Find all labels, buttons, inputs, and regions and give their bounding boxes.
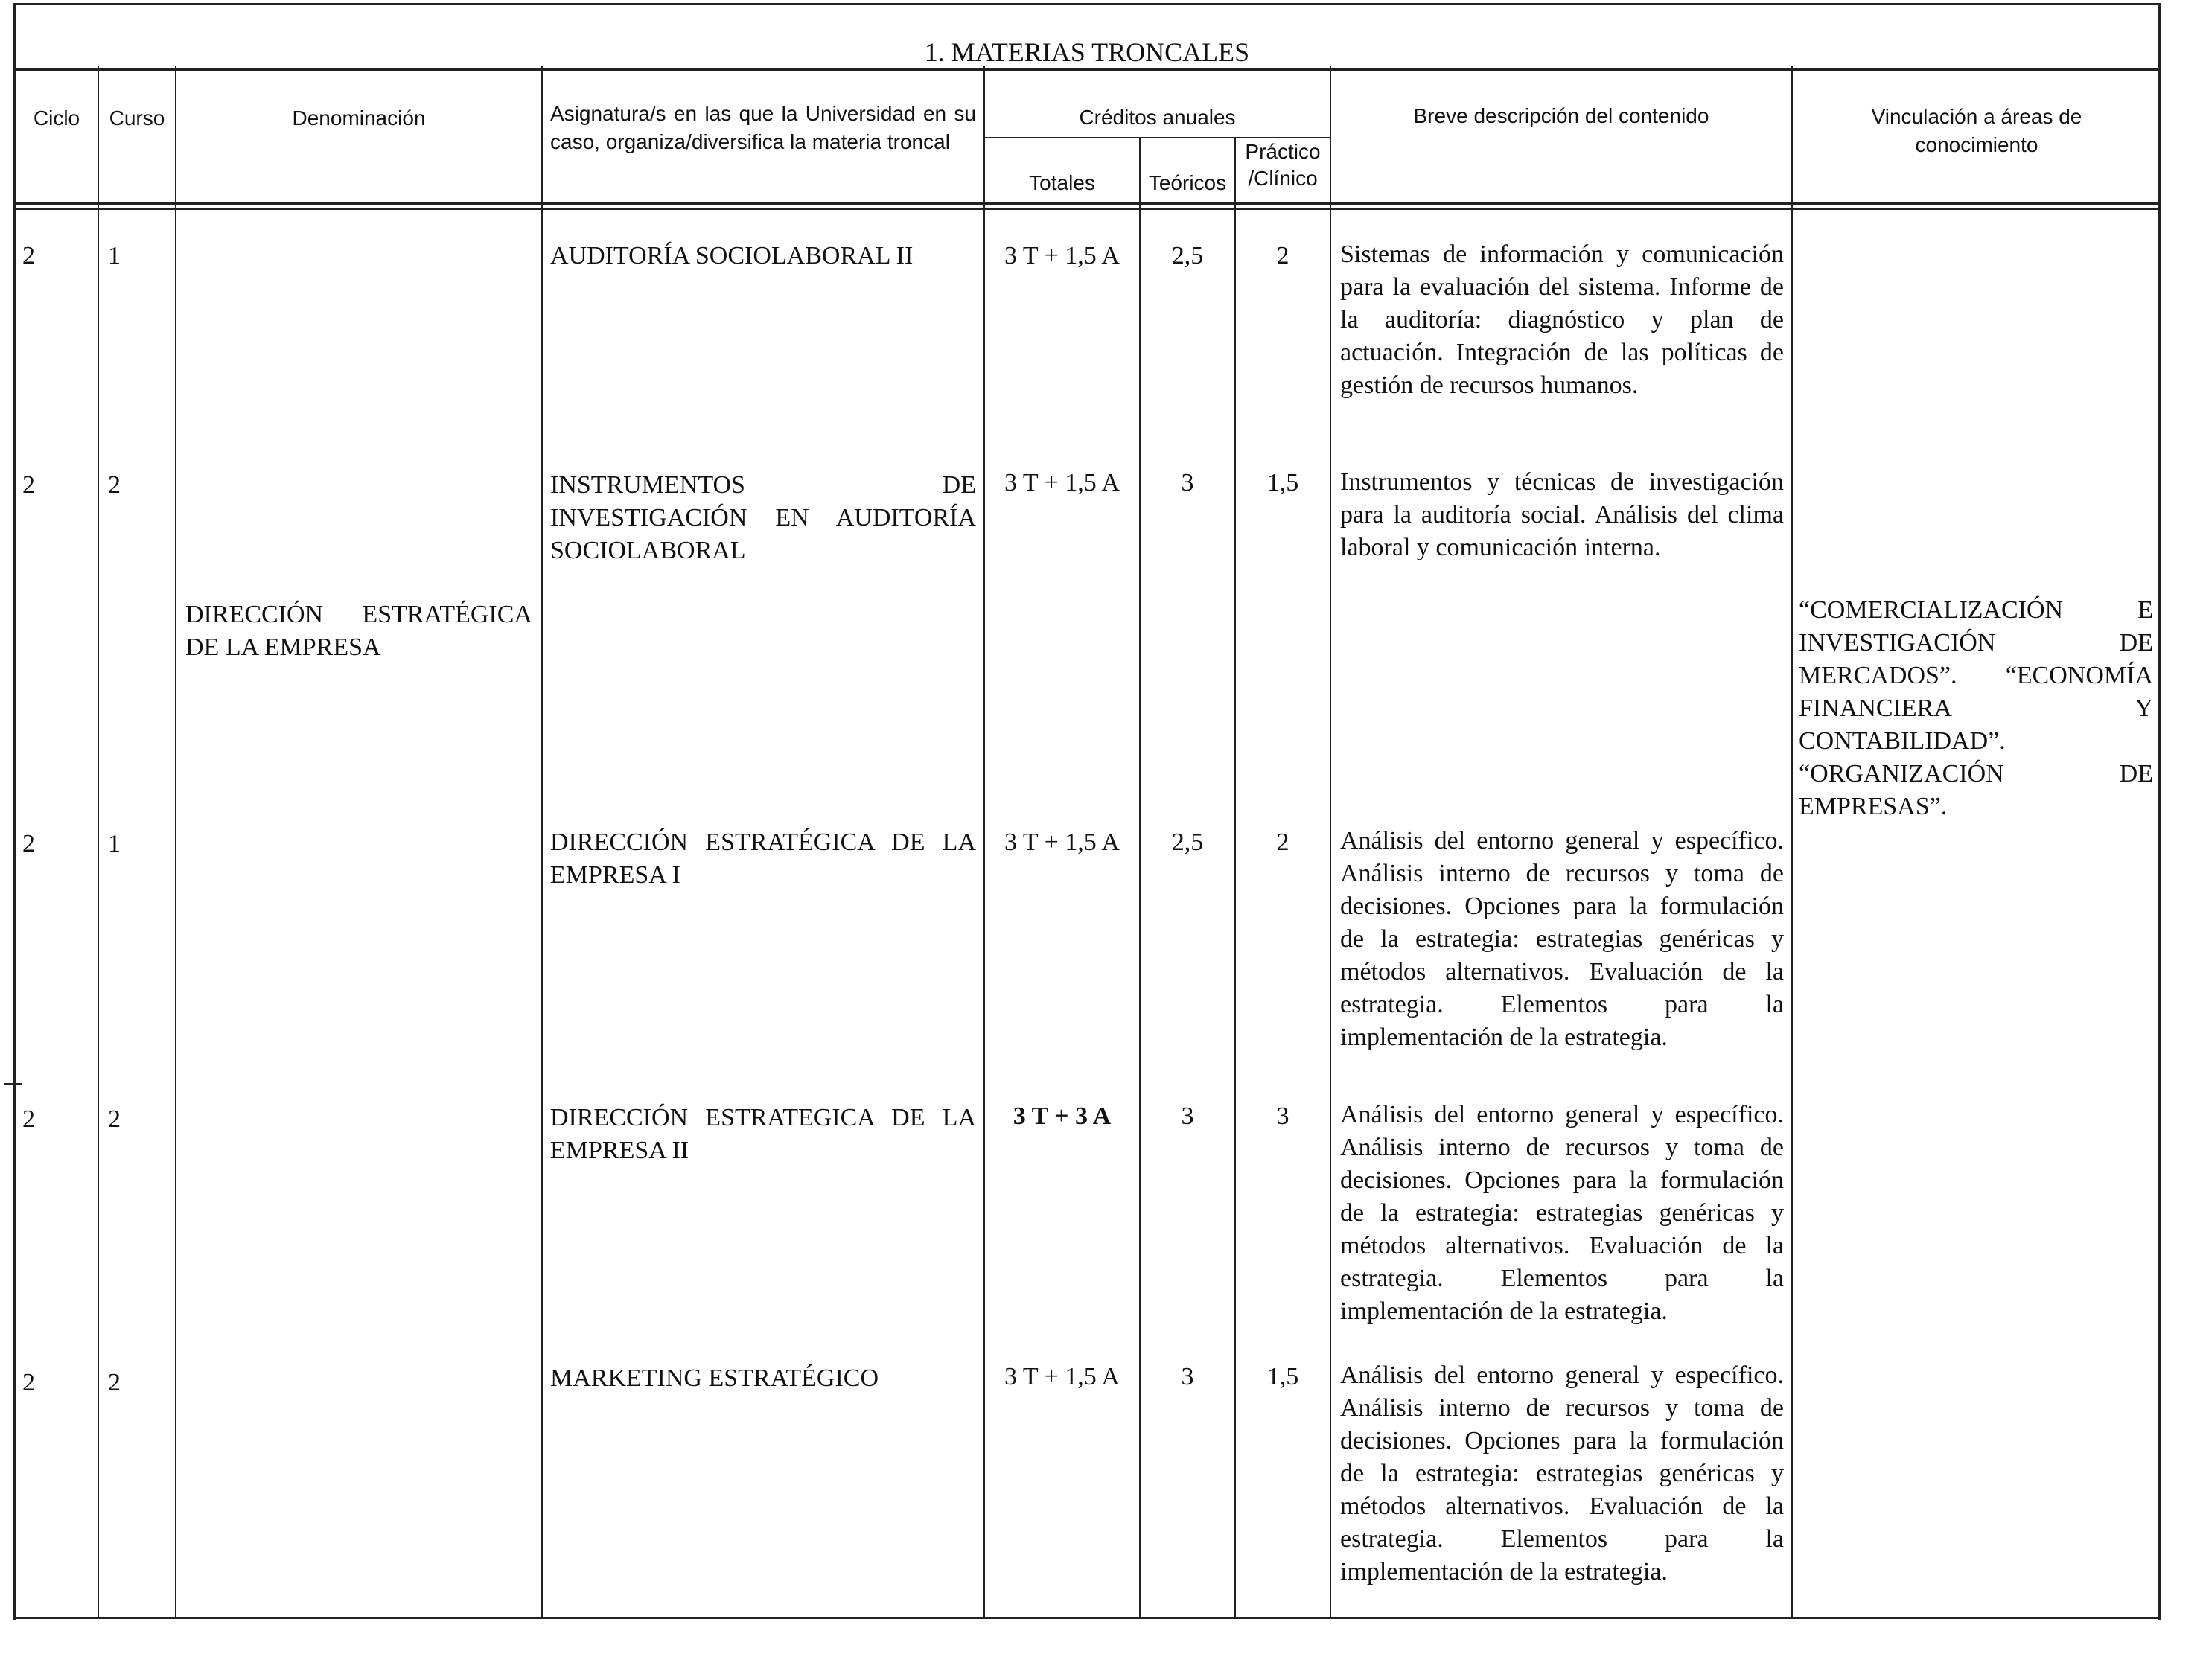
row-descripcion: Análisis del entorno general y específico. Análisis interno de recursos y toma de decisiones. Opciones para la formulación de la estrategia: estrategias genéricas y métodos alternativos. Evaluación de la estrategia. Elementos para la implementación de la estrategia.	[1340, 1101, 1784, 1325]
margin-tick	[4, 1083, 22, 1085]
title-row	[16, 5, 2158, 71]
vinculacion-cell: “COMERCIALIZACIÓN E INVESTIGACIÓN DE MERCADOS”. “ECONOMÍA FINANCIERA Y CONTABILIDAD”. “ORGANIZACIÓN DE EMPRESAS”.	[1799, 596, 2153, 820]
row-totales: 3 T + 1,5 A	[1004, 242, 1120, 269]
header-bottom-line-2	[13, 208, 2161, 210]
table-bottom-line	[13, 1617, 2161, 1619]
row-teoricos: 3	[1181, 1363, 1194, 1390]
row-descripcion: Análisis del entorno general y específico. Análisis interno de recursos y toma de decisiones. Opciones para la formulación de la estrategia: estrategias genéricas y métodos alternativos. Evaluación de la estrategia. Elementos para la implementación de la estrategia.	[1340, 827, 1784, 1051]
row-practico: 2	[1276, 828, 1289, 856]
col-divider	[541, 66, 543, 1618]
row-practico: 1,5	[1266, 1363, 1299, 1390]
header-ciclo: Ciclo	[33, 106, 80, 130]
header-denominacion: Denominación	[292, 106, 426, 130]
row-curso: 2	[108, 1105, 121, 1133]
row-teoricos: 2,5	[1171, 242, 1204, 269]
header-descripcion: Breve descripción del contenido	[1413, 104, 1709, 127]
header-practico-line1: Práctico	[1245, 140, 1321, 163]
col-divider	[1234, 137, 1236, 1618]
denominacion-cell: DIRECCIÓN ESTRATÉGICA DE LA EMPRESA	[185, 601, 532, 661]
row-practico: 3	[1276, 1102, 1289, 1130]
row-totales: 3 T + 3 A	[1013, 1102, 1112, 1130]
header-practico-line2: /Clínico	[1248, 167, 1318, 190]
col-divider	[1139, 137, 1141, 1618]
row-ciclo: 2	[22, 1105, 35, 1133]
header-vinculacion: Vinculación a áreas de conocimiento	[1871, 105, 2082, 156]
header-creditos-anuales: Créditos anuales	[1079, 106, 1236, 129]
row-asignatura: DIRECCIÓN ESTRATEGICA DE LA EMPRESA II	[550, 1104, 976, 1164]
row-curso: 1	[108, 830, 121, 857]
row-descripcion: Instrumentos y técnicas de investigación para la auditoría social. Análisis del clima laboral y comunicación interna.	[1340, 468, 1784, 561]
row-descripcion: Sistemas de información y comunicación para la evaluación del sistema. Informe de la auditoría: diagnóstico y plan de actuación. Integración de las políticas de gestión de recursos humanos.	[1340, 240, 1784, 399]
row-teoricos: 2,5	[1171, 828, 1204, 856]
row-practico: 2	[1276, 242, 1289, 269]
row-curso: 1	[108, 242, 121, 269]
row-asignatura: MARKETING ESTRATÉGICO	[550, 1364, 879, 1392]
header-asignatura: Asignatura/s en las que la Universidad en su caso, organiza/diversifica la materia troncal	[550, 102, 976, 153]
row-ciclo: 2	[22, 242, 35, 269]
row-totales: 3 T + 1,5 A	[1004, 469, 1120, 496]
row-curso: 2	[108, 471, 121, 499]
col-divider	[175, 66, 176, 1618]
col-divider	[1791, 66, 1793, 1618]
header-practico	[1236, 138, 1330, 192]
row-curso: 2	[108, 1369, 121, 1396]
row-teoricos: 3	[1181, 469, 1194, 496]
header-teoricos: Teóricos	[1148, 171, 1227, 194]
row-ciclo: 2	[22, 830, 35, 857]
row-totales: 3 T + 1,5 A	[1004, 1363, 1120, 1390]
row-totales: 3 T + 1,5 A	[1004, 828, 1120, 856]
row-descripcion: Análisis del entorno general y específico. Análisis interno de recursos y toma de decisiones. Opciones para la formulación de la estrategia: estrategias genéricas y métodos alternativos. Evaluación de la estrategia. Elementos para la implementación de la estrategia.	[1340, 1361, 1784, 1585]
header-curso: Curso	[109, 106, 165, 130]
row-asignatura: DIRECCIÓN ESTRATÉGICA DE LA EMPRESA I	[550, 828, 976, 889]
table-title: 1. MATERIAS TRONCALES	[924, 37, 1250, 67]
col-divider	[98, 66, 99, 1618]
row-asignatura: AUDITORÍA SOCIOLABORAL II	[550, 242, 914, 269]
row-asignatura: INSTRUMENTOS DE INVESTIGACIÓN EN AUDITORÍA SOCIOLABORAL	[550, 471, 976, 564]
row-ciclo: 2	[22, 471, 35, 499]
row-practico: 1,5	[1266, 469, 1299, 496]
col-divider	[1330, 66, 1331, 1618]
row-ciclo: 2	[22, 1369, 35, 1396]
header-bottom-line	[13, 202, 2161, 205]
header-totales: Totales	[1029, 171, 1095, 194]
row-teoricos: 3	[1181, 1102, 1194, 1130]
